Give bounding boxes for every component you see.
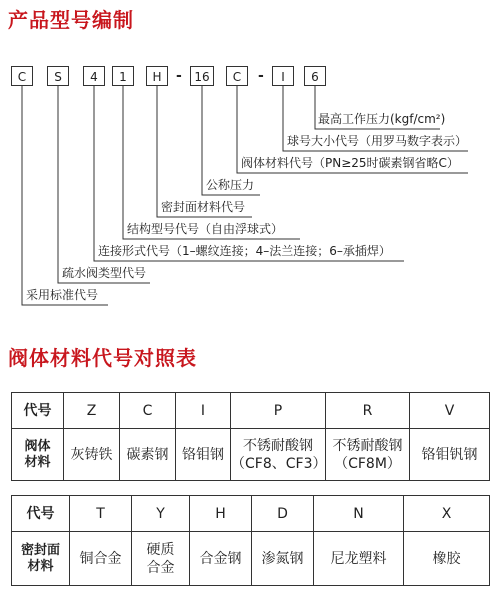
row-label-line: 材料 [24, 454, 51, 470]
material-cell [252, 532, 314, 586]
desc-standard: 采用标准代号 [26, 288, 99, 302]
code-box-pressure: 16 [190, 66, 214, 86]
material-line: 铜合金 [79, 550, 122, 567]
section-title-material-table: 阀体材料代号对照表 [8, 346, 197, 370]
code-cell: Z [64, 393, 120, 429]
table-row [12, 532, 490, 586]
code-box-body-material: C [226, 66, 248, 86]
row-label-line: 材料 [27, 558, 54, 574]
material-line: 合金钢 [199, 550, 242, 567]
material-line: 硬质 [146, 541, 175, 558]
material-cell [404, 532, 490, 586]
material-line: 橡胶 [432, 550, 461, 567]
table-row [12, 393, 490, 429]
material-line: （CF8、CF3） [231, 455, 327, 472]
material-cell [326, 429, 410, 481]
code-cell: V [410, 393, 490, 429]
code-cell: R [326, 393, 410, 429]
material-line: 灰铸铁 [70, 446, 113, 463]
desc-seal-material: 密封面材料代号 [161, 200, 246, 214]
table-row [12, 429, 490, 481]
desc-body-material: 阀体材料代号（PN≥25时碳素钢省略C） [241, 156, 459, 170]
material-line: 渗氮钢 [261, 550, 304, 567]
row-label-line: 阀体 [24, 438, 51, 454]
code-box-structure: 1 [112, 66, 134, 86]
code-cell: P [231, 393, 326, 429]
code-box-type: S [47, 66, 69, 86]
leader-line [157, 86, 255, 217]
material-line: 碳素钢 [126, 446, 169, 463]
material-cell [190, 532, 252, 586]
material-line: 铬钼钒钢 [421, 446, 478, 463]
desc-ball-size: 球号大小代号（用罗马数字表示） [287, 134, 468, 148]
row-label-cell [12, 532, 70, 586]
code-cell: Y [132, 496, 190, 532]
header-cell: 代号 [12, 393, 64, 429]
material-cell [132, 532, 190, 586]
desc-nominal-pressure: 公称压力 [206, 178, 255, 192]
code-cell: T [70, 496, 132, 532]
desc-trap-type: 疏水阀类型代号 [62, 266, 147, 280]
material-cell [70, 532, 132, 586]
seal-material-table [11, 495, 490, 586]
material-line: 合金 [146, 559, 175, 576]
body-material-table [11, 392, 490, 481]
table-row [12, 496, 490, 532]
material-cell [410, 429, 490, 481]
material-line: 不锈耐酸钢 [332, 437, 403, 454]
separator-dash: - [258, 68, 264, 84]
material-line: 铬钼钢 [182, 446, 224, 463]
code-box-standard: C [11, 66, 33, 86]
code-cell: C [120, 393, 176, 429]
separator-dash: - [176, 68, 182, 84]
code-box-max-pressure: 6 [304, 66, 326, 86]
code-box-seal: H [146, 66, 168, 86]
row-label-cell [12, 429, 64, 481]
row-label-line: 密封面 [20, 542, 60, 558]
desc-max-pressure: 最高工作压力(kgf/cm²) [318, 112, 446, 126]
desc-connection: 连接形式代号（1–螺纹连接；4–法兰连接；6–承插焊） [98, 244, 391, 258]
header-cell: 代号 [12, 496, 70, 532]
code-box-ball-size: I [272, 66, 294, 86]
code-box-connection: 4 [83, 66, 105, 86]
material-cell [176, 429, 231, 481]
code-cell: N [314, 496, 404, 532]
code-cell: X [404, 496, 490, 532]
code-cell: H [190, 496, 252, 532]
material-line: （CF8M） [334, 455, 401, 472]
code-cell: D [252, 496, 314, 532]
material-cell [120, 429, 176, 481]
desc-structure: 结构型号代号（自由浮球式） [127, 222, 284, 236]
code-cell: I [176, 393, 231, 429]
section-title-model-code: 产品型号编制 [8, 8, 134, 32]
material-line: 不锈耐酸钢 [243, 437, 313, 454]
material-cell [64, 429, 120, 481]
material-cell [314, 532, 404, 586]
material-line: 尼龙塑料 [330, 550, 387, 567]
material-cell [231, 429, 326, 481]
